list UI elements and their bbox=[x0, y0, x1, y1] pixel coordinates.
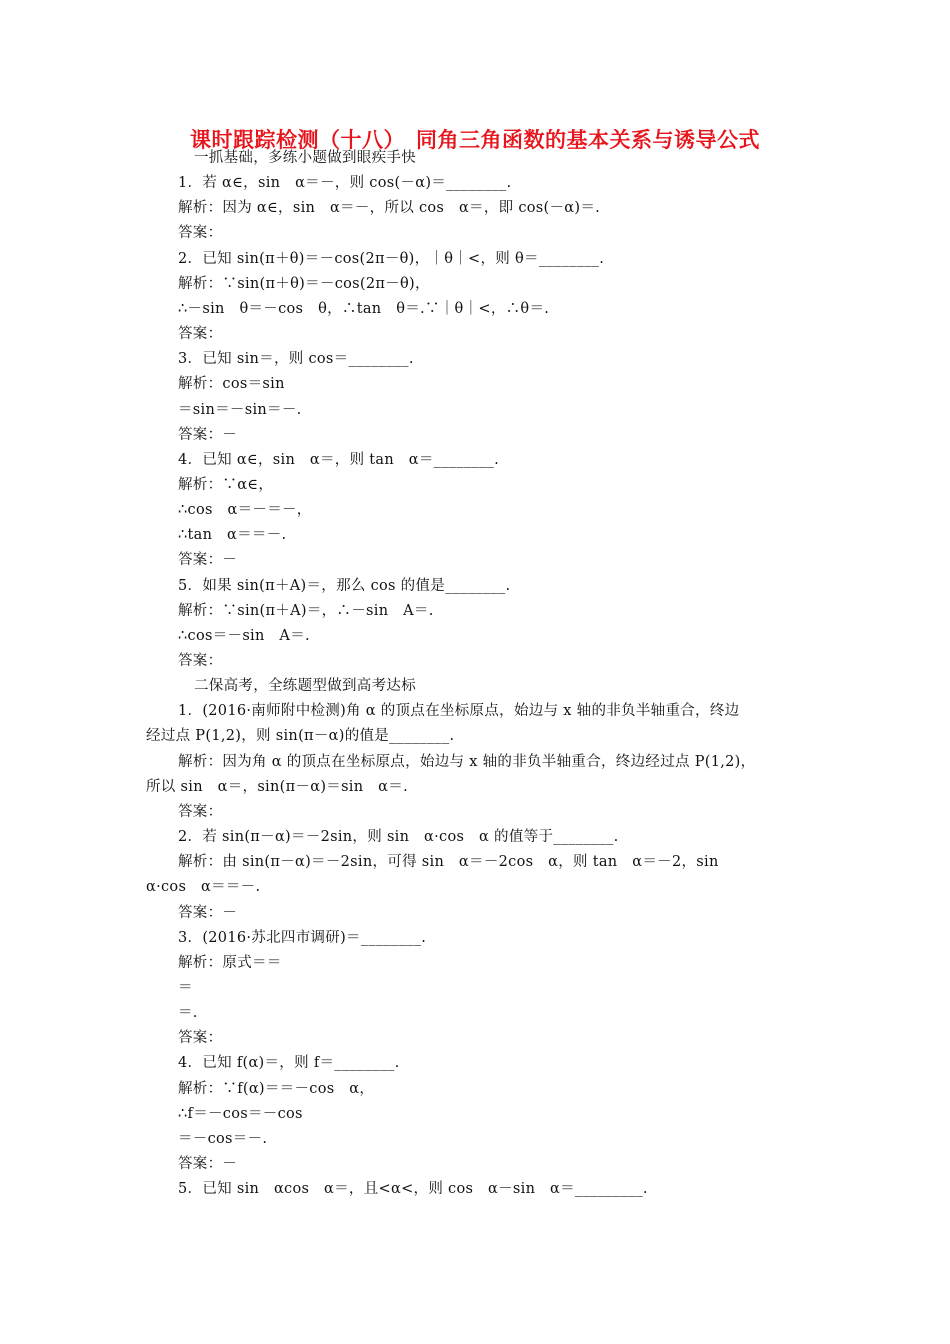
text-line: 1．(2016·南师附中检测)角 α 的顶点在坐标原点，始边与 x 轴的非负半轴重合，终边 bbox=[178, 703, 740, 720]
text-line: ＝－cos＝－. bbox=[178, 1130, 268, 1147]
text-line: 答案：－ bbox=[178, 1156, 238, 1172]
text-line: 所以 sin α＝，sin(π－α)＝sin α＝. bbox=[146, 778, 408, 795]
text-line: 经过点 P(1,2)，则 sin(π－α)的值是________. bbox=[146, 728, 455, 745]
text-line: ∴cos＝－sin A＝. bbox=[178, 627, 310, 644]
document-title: 课时跟踪检测（十八） 同角三角函数的基本关系与诱导公式 bbox=[190, 128, 760, 152]
text-line: ＝sin＝－sin＝－. bbox=[178, 401, 302, 418]
text-line: 3．(2016·苏北四市调研)＝________. bbox=[178, 929, 427, 946]
text-line: 解析：∵f(α)＝＝－cos α， bbox=[178, 1080, 375, 1097]
text-line: 答案： bbox=[178, 225, 223, 242]
text-line: ∴f＝－cos＝－cos bbox=[178, 1105, 303, 1122]
text-line: ∴tan α＝＝－. bbox=[178, 527, 287, 544]
text-line: 2．若 sin(π－α)＝－2sin，则 sin α·cos α 的值等于________. bbox=[178, 829, 619, 845]
text-line: ∴－sin θ＝－cos θ，∴tan θ＝.∵｜θ｜<，∴θ＝. bbox=[178, 300, 550, 317]
text-line: 解析：∵α∈， bbox=[178, 476, 274, 493]
text-line: 1．若 α∈，sin α＝－，则 cos(－α)＝________. bbox=[178, 175, 512, 192]
text-line: 5．已知 sin αcos α＝，且<α<，则 cos α－sin α＝_________. bbox=[178, 1181, 648, 1198]
text-line: 5．如果 sin(π＋A)＝，那么 cos 的值是________. bbox=[178, 577, 511, 594]
text-line: 二保高考，全练题型做到高考达标 bbox=[194, 678, 416, 695]
text-line: 4．已知 α∈，sin α＝，则 tan α＝________. bbox=[178, 451, 499, 468]
text-line: 4．已知 f(α)＝，则 f＝________. bbox=[178, 1055, 400, 1072]
text-line: α·cos α＝＝－. bbox=[146, 879, 261, 896]
text-line: 解析：∵sin(π＋θ)＝－cos(2π－θ)， bbox=[178, 275, 430, 292]
text-line: 解析：原式＝＝ bbox=[178, 954, 282, 971]
text-line: 解析：由 sin(π－α)＝－2sin，可得 sin α＝－2cos α，则 tan α＝－2，sin bbox=[178, 854, 719, 871]
text-line: ＝. bbox=[178, 1005, 198, 1022]
text-line: 2．已知 sin(π＋θ)＝－cos(2π－θ)，｜θ｜<，则 θ＝________. bbox=[178, 250, 605, 267]
text-line: ∴cos α＝－＝－， bbox=[178, 502, 312, 519]
text-line: 答案：－ bbox=[178, 426, 238, 443]
text-line: 解析：cos＝sin bbox=[178, 376, 285, 393]
text-line: 答案：－ bbox=[178, 552, 238, 569]
text-line: 答案： bbox=[178, 803, 223, 820]
text-line: ＝ bbox=[178, 979, 193, 996]
text-line: 答案：－ bbox=[178, 904, 238, 921]
text-line: 答案： bbox=[178, 326, 223, 342]
text-line: 解析：因为角 α 的顶点在坐标原点，始边与 x 轴的非负半轴重合，终边经过点 P(1,2)， bbox=[178, 753, 756, 770]
text-line: 解析：∵sin(π＋A)＝，∴－sin A＝. bbox=[178, 602, 434, 619]
text-line: 3．已知 sin＝，则 cos＝________. bbox=[178, 351, 414, 368]
text-line: 答案： bbox=[178, 653, 223, 669]
text-line: 答案： bbox=[178, 1030, 223, 1047]
text-line: 一抓基础，多练小题做到眼疾手快 bbox=[194, 150, 416, 166]
text-line: 解析：因为 α∈，sin α＝－，所以 cos α＝，即 cos(－α)＝. bbox=[178, 200, 601, 217]
